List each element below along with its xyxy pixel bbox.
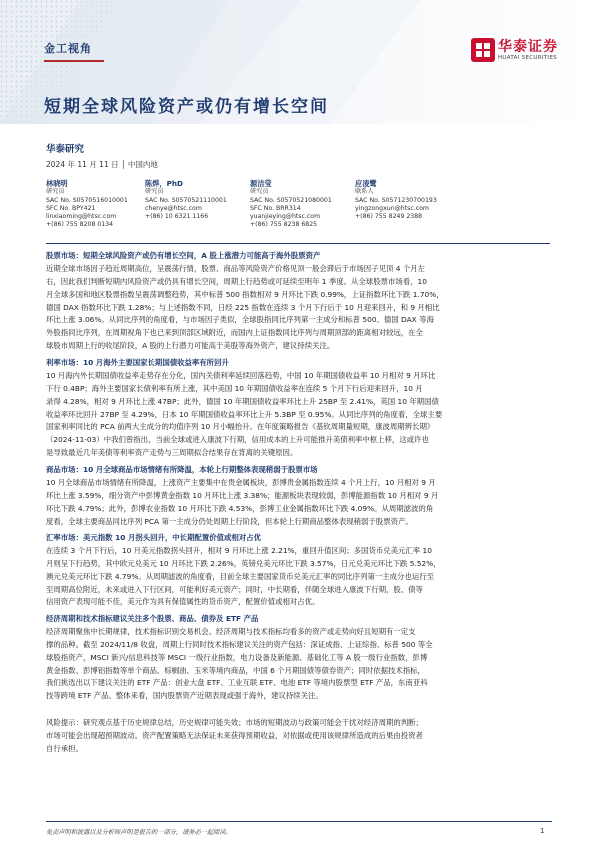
section-recommendations [46, 613, 552, 703]
analyst-name: 林晓明 [46, 179, 68, 188]
text-line: 信用资产表现可能不佳，美元作为具有保值属性的货币资产，配置价值或相对占优。 [46, 597, 320, 607]
analyst-role: 研究员 [145, 188, 164, 196]
section-risk-warning [46, 717, 552, 756]
text-line: 撑的品种。截至 2024/11/8 收盘，周期上行同时技术指标建议关注的资产包括：深证成指、上证综指、标普 500 等全 [46, 639, 433, 649]
report-kind: 华泰研究 [46, 144, 85, 155]
report-date: 2024 年 11 月 11 日 │ 中国内地 [46, 160, 158, 169]
text-line: 收益率环比回升 27BP 至 4.29%，日本 10 年期国债收益率环比上升 5.3BP 至 0.95%。从同比序列的角度看，全球主要 [46, 409, 443, 419]
text-line: 国家利率同比的 PCA 前两大主成分的均值序列 10 月小幅抬升。在年度策略报告《基钦周期量短期，康波周期辨长期》 [46, 422, 435, 432]
section-heading: 利率市场：10 月海外主要国家长期国债收益率有所回升 [46, 358, 229, 367]
text-line: 下行 0.4BP；海外主要国家长债利率有所上涨，其中美国 10 年期国债收益率在连续 5 个月下行后迎来回升，10 月 [46, 383, 423, 393]
text-line: 经济周期聚焦中长期规律，技术指标识别交易机会。经济周期与技术指标均看多的资产或走势向好且短期有一定支 [46, 626, 416, 636]
analyst-phone: +(86) 755 8208 0134 [46, 221, 114, 229]
text-line: 近期全球市场因子趋近周期高位，呈震荡行情，股票、商品等风险资产价格见顶一般会滞后于市场因子见顶 4 个月左 [46, 263, 425, 273]
logo-mark-icon [471, 38, 495, 62]
text-line: 澳元兑美元环比下跌 4.79%。从周期滤波的角度看，目前全球主要国家货币兑美元汇率的同比序列第一主成分也运行至 [46, 571, 434, 581]
text-line: 在连续 3 个月下行后，10 月美元指数拐头回升，相对 9 月环比上涨 2.21%，重回升值区间；多国货币兑美元汇率 10 [46, 545, 432, 555]
text-line: 球股指资产，MSCI 新兴/信息科技等 MSCI 一级行业指数，电力设备及新能源、基础化工等 A 股一级行业指数，彭博 [46, 652, 428, 662]
page-title: 短期全球风险资产或仍有增长空间 [44, 97, 329, 117]
section-commodities [46, 464, 552, 528]
text-line: 我们挑选出以下建议关注的 ETF 产品：创业大盘 ETF、工业互联 ETF、电池 ETF 等境内股票型 ETF 产品，东南亚科 [46, 678, 428, 688]
section-equity [46, 250, 552, 353]
text-line: 市场可能会出现超预期波动。资产配置策略无法保证未来获得预期收益，对依据或使用该规律所造成的后果由投资者 [46, 730, 423, 740]
text-line: 月则呈下行趋势，其中欧元兑美元 10 月环比下跌 2.26%，英镑兑美元环比下跌 3.57%，日元兑美元环比下跌 5.52%， [46, 558, 441, 568]
analyst-name: 陈烨，PhD [145, 179, 183, 188]
footer-divider [46, 821, 552, 822]
text-line: 10 月海内外长期国债收益率走势存在分化，国内关债利率延续回落趋势，中国 10 年期国债收益率 10 月相对 9 月环比 [46, 370, 436, 380]
text-line: 自行承担。 [46, 743, 83, 753]
analyst-name: 源洁莹 [250, 179, 272, 188]
text-line: 球股市周期上行的收尾阶段，A 股的上行潜力可能高于美股等海外资产，建议持续关注。 [46, 341, 335, 351]
page-number: 1 [540, 827, 545, 835]
section-heading: 商品市场：10 月全球商品市场情绪有所降温，本轮上行期整体表现稍弱于股票市场 [46, 465, 318, 474]
analyst-email[interactable]: linxiaoming@htsc.com [46, 213, 117, 221]
analyst-email[interactable]: yingzongxun@htsc.com [355, 204, 429, 212]
analyst-sac: SAC No. S0570516010001 [46, 196, 128, 204]
analyst-phone: +(86) 755 8249 2388 [355, 213, 423, 221]
text-line: 是导致最近几年美债等利率资产走势与三周期拟合结果存在背离的关键原因。 [46, 448, 298, 458]
text-line: 至周期高位附近，未来或进入下行区间，可能利好美元资产；同时，中长期看，伴随全球进入康波下行期，股、债等 [46, 584, 423, 594]
analyst-card [46, 180, 128, 230]
analyst-card [355, 180, 437, 221]
section-rates [46, 357, 552, 460]
analyst-role: 研究员 [250, 188, 269, 196]
text-line: 环比下跌 4.79%；此外，彭博农业指数 10 月环比下跌 4.53%，彭博工业金属指数环比下跌 4.09%。从周期滤波的角 [46, 503, 434, 513]
analyst-name: 应凌鹭 [355, 179, 377, 188]
analyst-email[interactable]: yuanjieying@htsc.com [250, 213, 321, 221]
text-line: 录得 4.28%，相对 9 月环比上涨 47BP；此外，德国 10 年期国债收益率环比上升 25BP 至 2.41%，英国 10 年期国债 [46, 396, 439, 406]
analyst-role: 联系人 [355, 188, 374, 196]
analyst-role: 研究员 [46, 188, 65, 196]
text-line: 外股指同比序列，在周期视角下也已来到顶部区域附近，而国内上证指数同比序列与周期顶部的距离相对较远，在全 [46, 328, 423, 338]
analyst-card [250, 180, 332, 230]
section-heading: 股票市场：短期全球风险资产或仍有增长空间，A 股上涨潜力可能高于海外股票资产 [46, 251, 321, 260]
text-line: 风险提示：研究观点基于历史规律总结，历史规律可能失效；市场的短期波动与政策可能会干扰对经济周期的判断； [46, 718, 423, 727]
analyst-sac: SAC No. S0570521080001 [250, 196, 332, 204]
section-heading: 汇率市场：美元指数 10 月拐头回升，中长期配置价值或相对占优 [46, 533, 261, 542]
text-line: 德国 DAX 指数环比下跌 1.28%；与上述指数不同，日经 225 指数在连续 3 个月下行后于 10 月迎来回升，和 9 月相比 [46, 302, 440, 312]
company-logo [471, 36, 571, 66]
text-line: 月全球多国和地区股票指数呈震荡调整趋势，其中标普 500 指数相对 9 月环比下跌 0.99%，上证指数环比下跌 1.70%， [46, 289, 444, 299]
analyst-sfc: SFC No. BRR314 [250, 204, 301, 212]
text-line: 右，因此我们判断短期内风险资产或仍具有增长空间，周期上行趋势或可延续至明年 1 季度。从全球股票市场看，10 [46, 276, 427, 286]
analyst-card [145, 180, 227, 221]
analyst-email[interactable]: chenye@htsc.com [145, 204, 202, 212]
logo-name-en: HUATAI SECURITIES [498, 55, 557, 61]
analyst-sac: SAC No. S0571230700193 [355, 196, 437, 204]
text-line: 度看，全球主要商品同比序列 PCA 第一主成分仍处周期上行阶段，但本轮上行期商品整体表现稍弱于股票资产。 [46, 516, 413, 526]
text-line: 技等跨境 ETF 产品。整体来看，国内股票资产近期表现或强于海外，建议持续关注。 [46, 691, 323, 701]
section-tag-underline [44, 60, 104, 62]
analyst-phone: +(86) 10 6321 1166 [145, 213, 209, 221]
footer-disclaimer: 免责声明和披露以及分析师声明是报告的一部分，请务必一起阅读。 [46, 829, 232, 836]
logo-name-cn: 华泰证券 [498, 39, 558, 55]
section-fx [46, 532, 552, 609]
analyst-sfc: SFC No. BPY421 [46, 204, 96, 212]
analyst-phone: +(86) 755 8238 6825 [250, 221, 318, 229]
text-line: 10 月全球商品市场情绪有所降温，上涨资产主要集中在贵金属板块，彭博贵金属指数连续 4 个月上行，10 月相对 9 月 [46, 477, 436, 487]
authors-divider [46, 243, 550, 244]
text-line: 黄金指数、彭博铝指数等单个商品、棕榈油、玉米等境内商品，中国 6 个月期国债等债券资产；同时依据技术指标， [46, 665, 425, 675]
section-heading: 经济周期和技术指标建议关注多个股票、商品、债券及 ETF 产品 [46, 614, 259, 623]
text-line: 环比上涨 3.59%，细分资产中彭博黄金指数 10 月环比上涨 3.38%；能源板块表现较弱，彭博能源指数 10 月相对 9 月 [46, 490, 439, 500]
analyst-sac: SAC No. S0570521110001 [145, 196, 227, 204]
text-line: （2024-11-03）中我们曾指出，当前全球或进入康波下行期，信用成本的上升可能推升美债利率中枢上移，这或许也 [46, 435, 429, 445]
text-line: 环比上涨 3.06%。从同比序列的角度看，与市场因子类似，全球股指同比序列第一主成分和标普 500、德国 DAX 等海 [46, 315, 434, 325]
section-tag: 金工视角 [44, 42, 92, 55]
